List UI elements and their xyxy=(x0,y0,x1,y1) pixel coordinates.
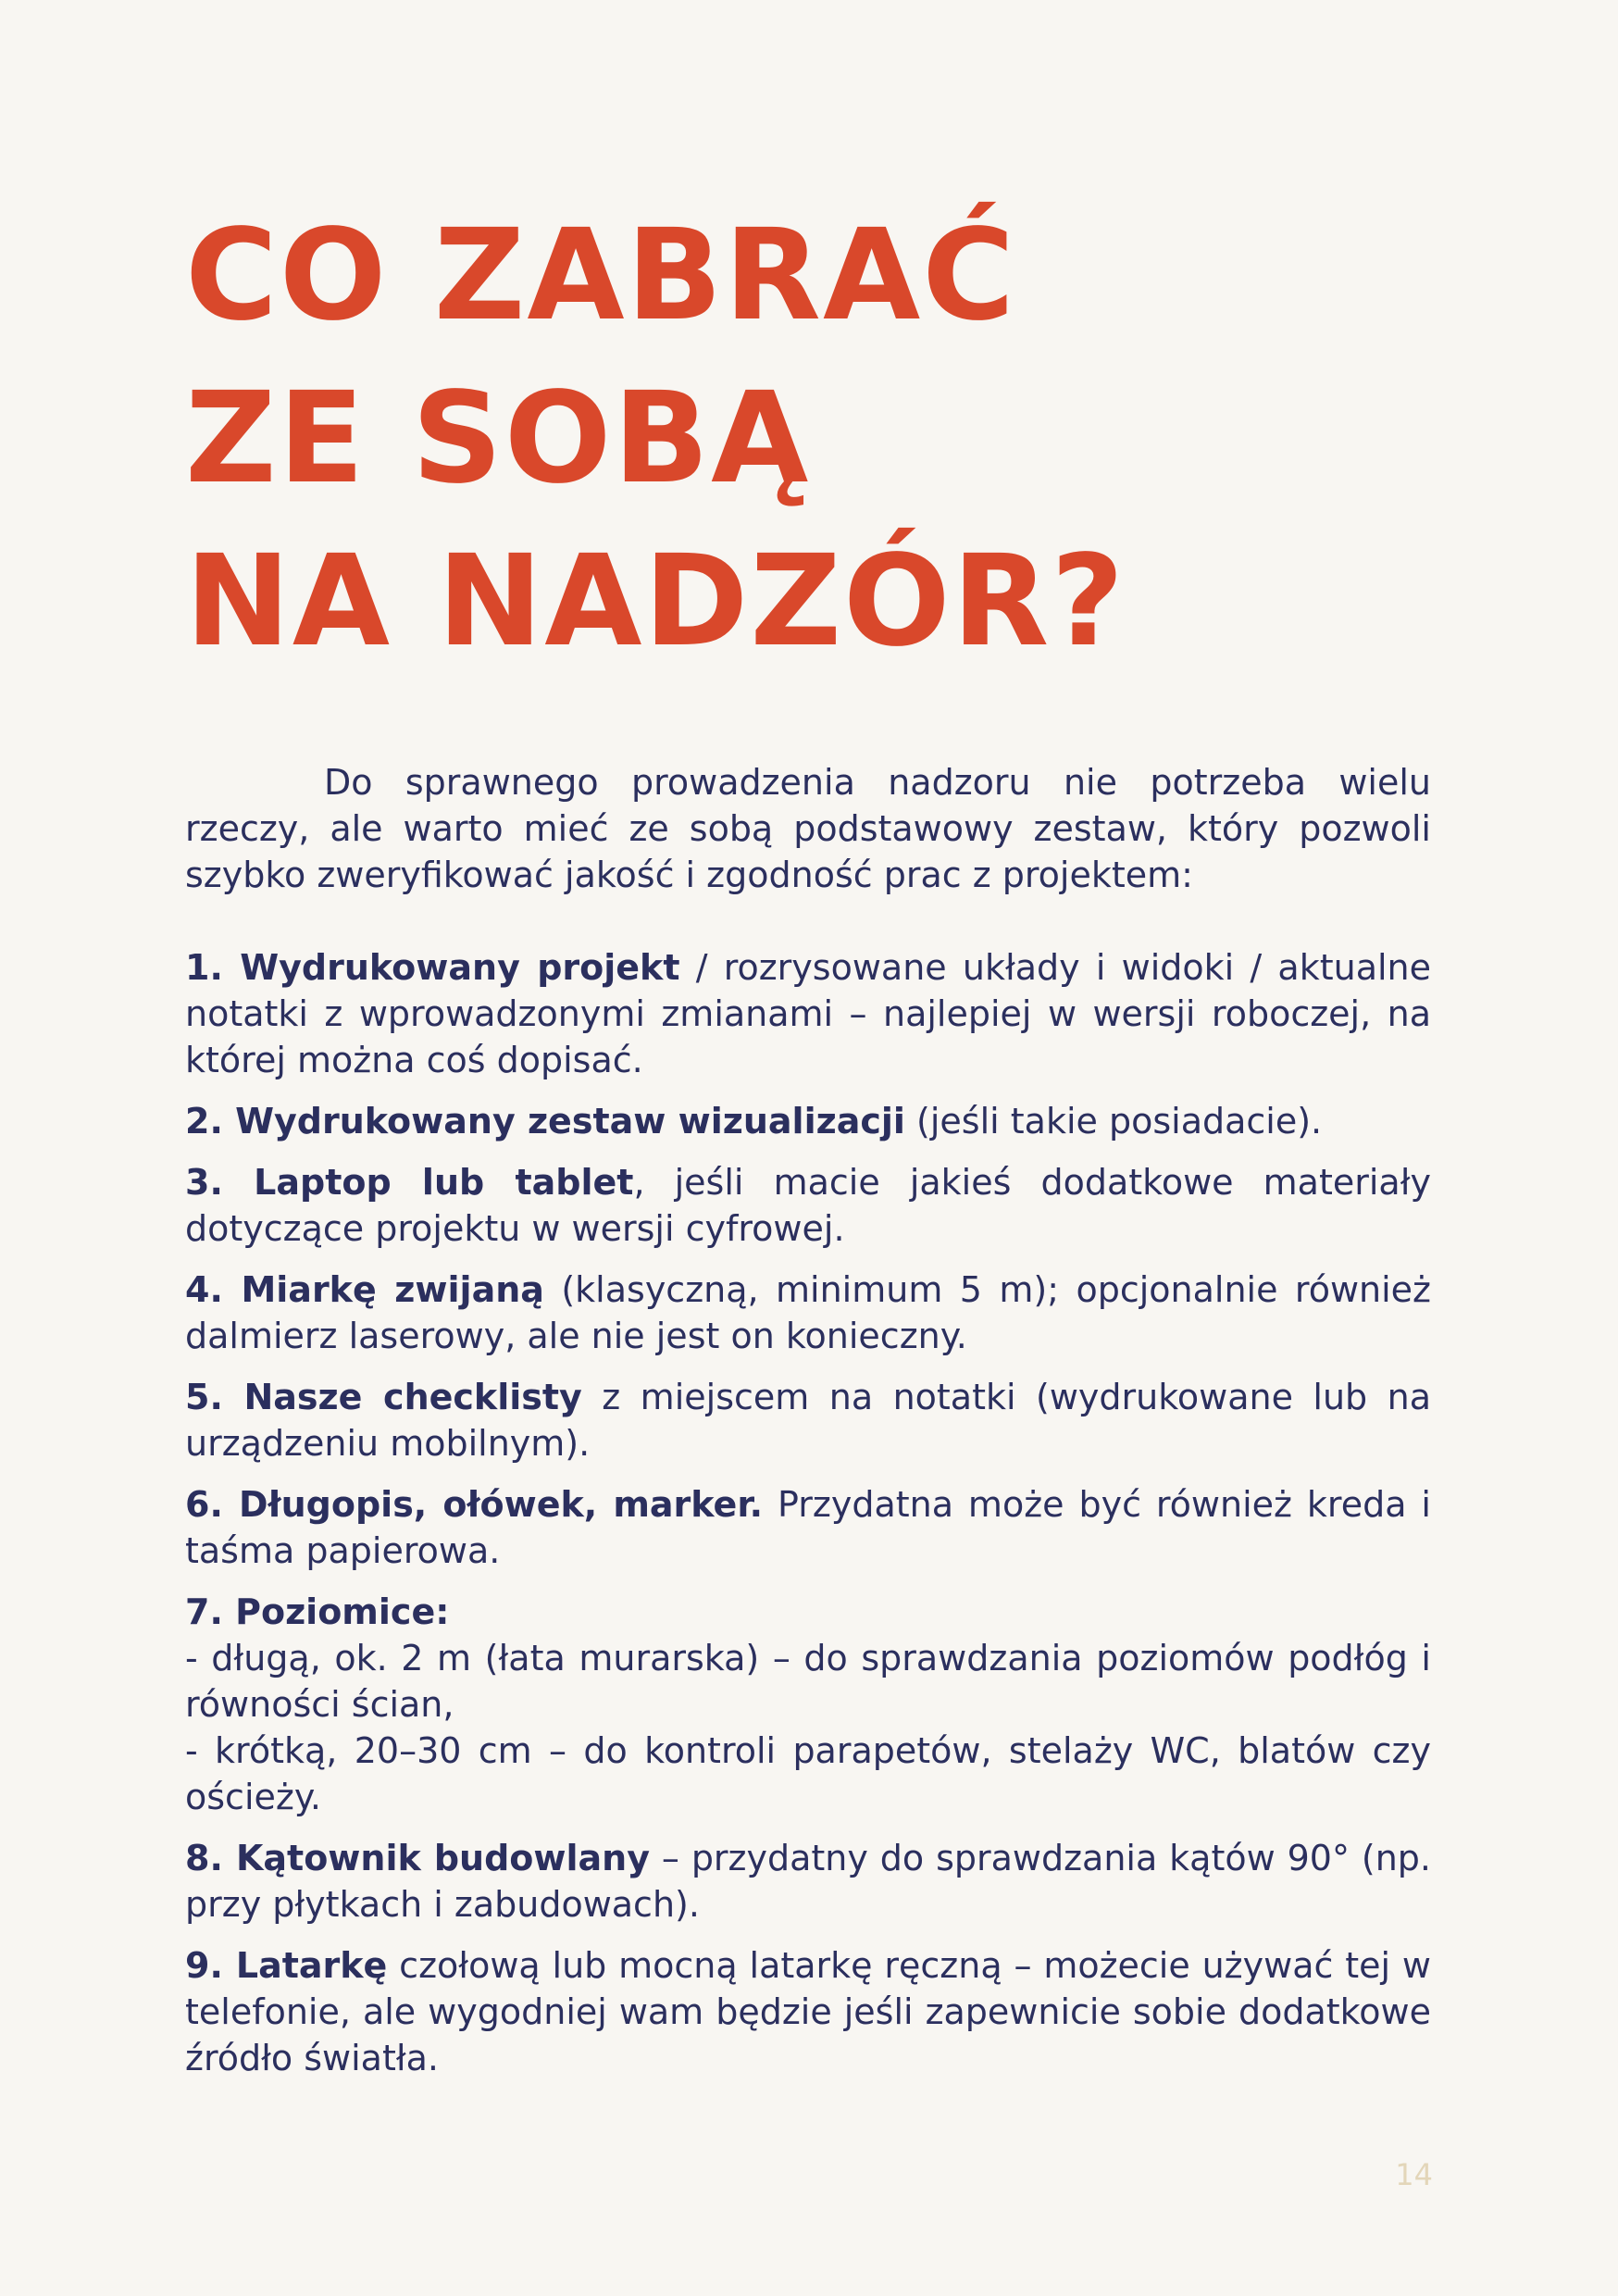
list-item xyxy=(185,1098,1431,1144)
item-text: , jeśli macie jakieś dodatkowe materiały dotyczące projektu w wersji cyfrowej. xyxy=(185,1162,1431,1249)
item-text: z miejscem na notatki (wydrukowane lub na urządzeniu mobilnym). xyxy=(185,1377,1432,1464)
page-title xyxy=(185,194,1126,683)
item-subpoint: - długą, ok. 2 m (łata murarska) – do sprawdzania poziomów podłóg i równości ścian, xyxy=(185,1638,1431,1725)
item-heading: 8. Kątownik budowlany xyxy=(185,1838,650,1878)
item-text: – przydatny do sprawdzania kątów 90° (np. przy płytkach i zabudowach). xyxy=(185,1838,1431,1925)
item-heading: 9. Latarkę xyxy=(185,1945,388,1986)
list-item xyxy=(185,1374,1431,1466)
item-heading: 6. Długopis, ołówek, marker. xyxy=(185,1484,764,1525)
item-subpoint: - krótką, 20–30 cm – do kontroli parapetów, stelaży WC, blatów czy ościeży. xyxy=(185,1730,1431,1817)
title-line-3: NA NADZÓR? xyxy=(185,529,1126,675)
page-number: 14 xyxy=(1395,2157,1433,2192)
intro-paragraph: Do sprawnego prowadzenia nadzoru nie potrzeba wielu rzeczy, ale warto mieć ze sobą podstawowy zestaw, który pozwoli szybko zweryfikować jakość i zgodność prac z projektem: xyxy=(185,762,1431,895)
item-heading: 5. Nasze checklisty xyxy=(185,1377,582,1417)
item-heading: 3. Laptop lub tablet xyxy=(185,1162,634,1203)
item-heading: 4. Miarkę zwijaną xyxy=(185,1269,544,1310)
item-heading: 2. Wydrukowany zestaw wizualizacji xyxy=(185,1101,905,1142)
item-text: / rozrysowane układy i widoki / aktualne notatki z wprowadzonymi zmianami – najlepiej w wersji roboczej, na której można coś dopisać. xyxy=(185,947,1431,1080)
item-heading: 1. Wydrukowany projekt xyxy=(185,947,680,988)
title-line-1: CO ZABRAĆ xyxy=(185,203,1017,349)
body-content xyxy=(185,759,1431,2096)
list-item xyxy=(185,1589,1431,1820)
item-heading: 7. Poziomice: xyxy=(185,1591,450,1632)
list-item xyxy=(185,1835,1431,1928)
list-item xyxy=(185,944,1431,1083)
list-item xyxy=(185,1267,1431,1359)
list-item xyxy=(185,1159,1431,1252)
item-text: (jeśli takie posiadacie). xyxy=(904,1101,1323,1142)
title-line-2: ZE SOBĄ xyxy=(185,366,811,512)
list-item xyxy=(185,1942,1431,2081)
list-item xyxy=(185,1481,1431,1574)
item-text: czołową lub mocną latarkę ręczną – możecie używać tej w telefonie, ale wygodniej wam będzie jeśli zapewnicie sobie dodatkowe źródło światła. xyxy=(185,1945,1431,2078)
item-text: Przydatna może być również kreda i taśma papierowa. xyxy=(185,1484,1431,1571)
item-text: (klasyczną, minimum 5 m); opcjonalnie również dalmierz laserowy, ale nie jest on konieczny. xyxy=(185,1269,1431,1356)
